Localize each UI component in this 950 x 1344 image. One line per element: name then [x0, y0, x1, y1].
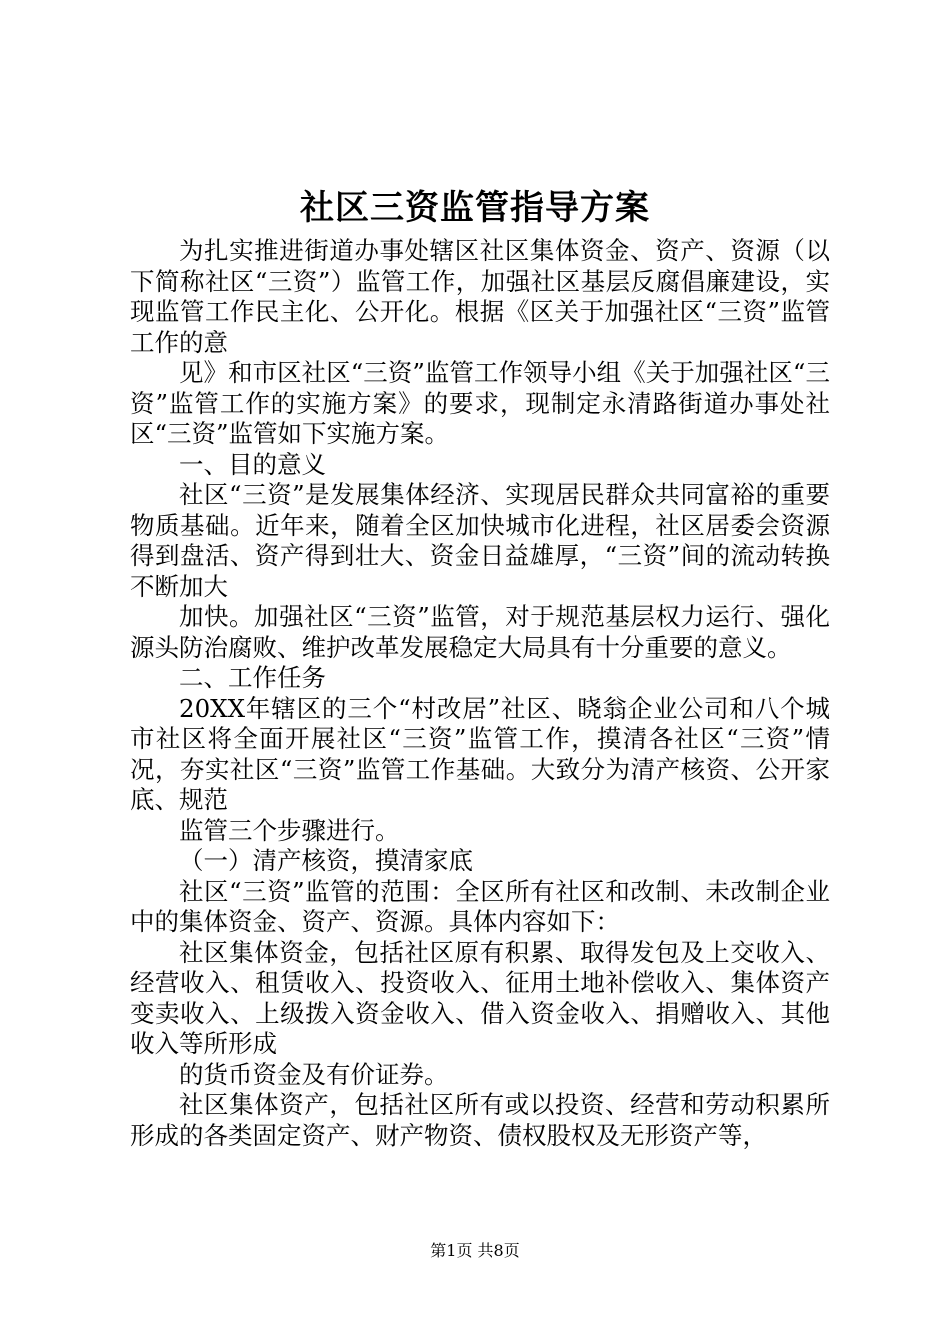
- paragraph: 社区“三资”是发展集体经济、实现居民群众共同富裕的重要物质基础。近年来，随着全区加快城市化进程，社区居委会资源得到盘活、资产得到壮大、资金日益雄厚，“三资”间的流动转换不断加大: [130, 480, 830, 601]
- paragraph: 社区“三资”监管的范围：全区所有社区和改制、未改制企业中的集体资金、资产、资源。具体内容如下：: [130, 876, 830, 936]
- document-title: 社区三资监管指导方案: [300, 188, 650, 228]
- paragraph: 社区集体资金，包括社区原有积累、取得发包及上交收入、经营收入、租赁收入、投资收入、征用土地补偿收入、集体资产变卖收入、上级拨入资金收入、借入资金收入、捐赠收入、其他收入等所形成: [130, 937, 830, 1058]
- subsection-heading: （一）清产核资，摸清家底: [179, 846, 473, 875]
- page-number-footer: 第1页 共8页: [430, 1241, 520, 1260]
- paragraph: 监管三个步骤进行。: [179, 815, 400, 845]
- paragraph: 加快。加强社区“三资”监管，对于规范基层权力运行、强化源头防治腐败、维护改革发展稳定大局具有十分重要的意义。: [130, 602, 830, 662]
- document-body: [130, 236, 830, 1151]
- paragraph: 的货币资金及有价证券。: [179, 1059, 449, 1089]
- paragraph: 见》和市区社区“三资”监管工作领导小组《关于加强社区“三资”监管工作的实施方案》的要求，现制定永清路街道办事处社区“三资”监管如下实施方案。: [130, 358, 830, 448]
- paragraph: 20XX年辖区的三个“村改居”社区、晓翁企业公司和八个城市社区将全面开展社区“三资”监管工作，摸清各社区“三资”情况，夯实社区“三资”监管工作基础。大致分为清产核资、公开家底、规范: [130, 693, 830, 814]
- paragraph: 社区集体资产，包括社区所有或以投资、经营和劳动积累所形成的各类固定资产、财产物资、债权股权及无形资产等，: [130, 1090, 830, 1150]
- section-heading: 一、目的意义: [179, 449, 326, 479]
- section-heading: 二、工作任务: [179, 663, 326, 692]
- paragraph: 为扎实推进街道办事处辖区社区集体资金、资产、资源（以下简称社区“三资”）监管工作，加强社区基层反腐倡廉建设，实现监管工作民主化、公开化。根据《区关于加强社区“三资”监管工作的意: [130, 236, 830, 357]
